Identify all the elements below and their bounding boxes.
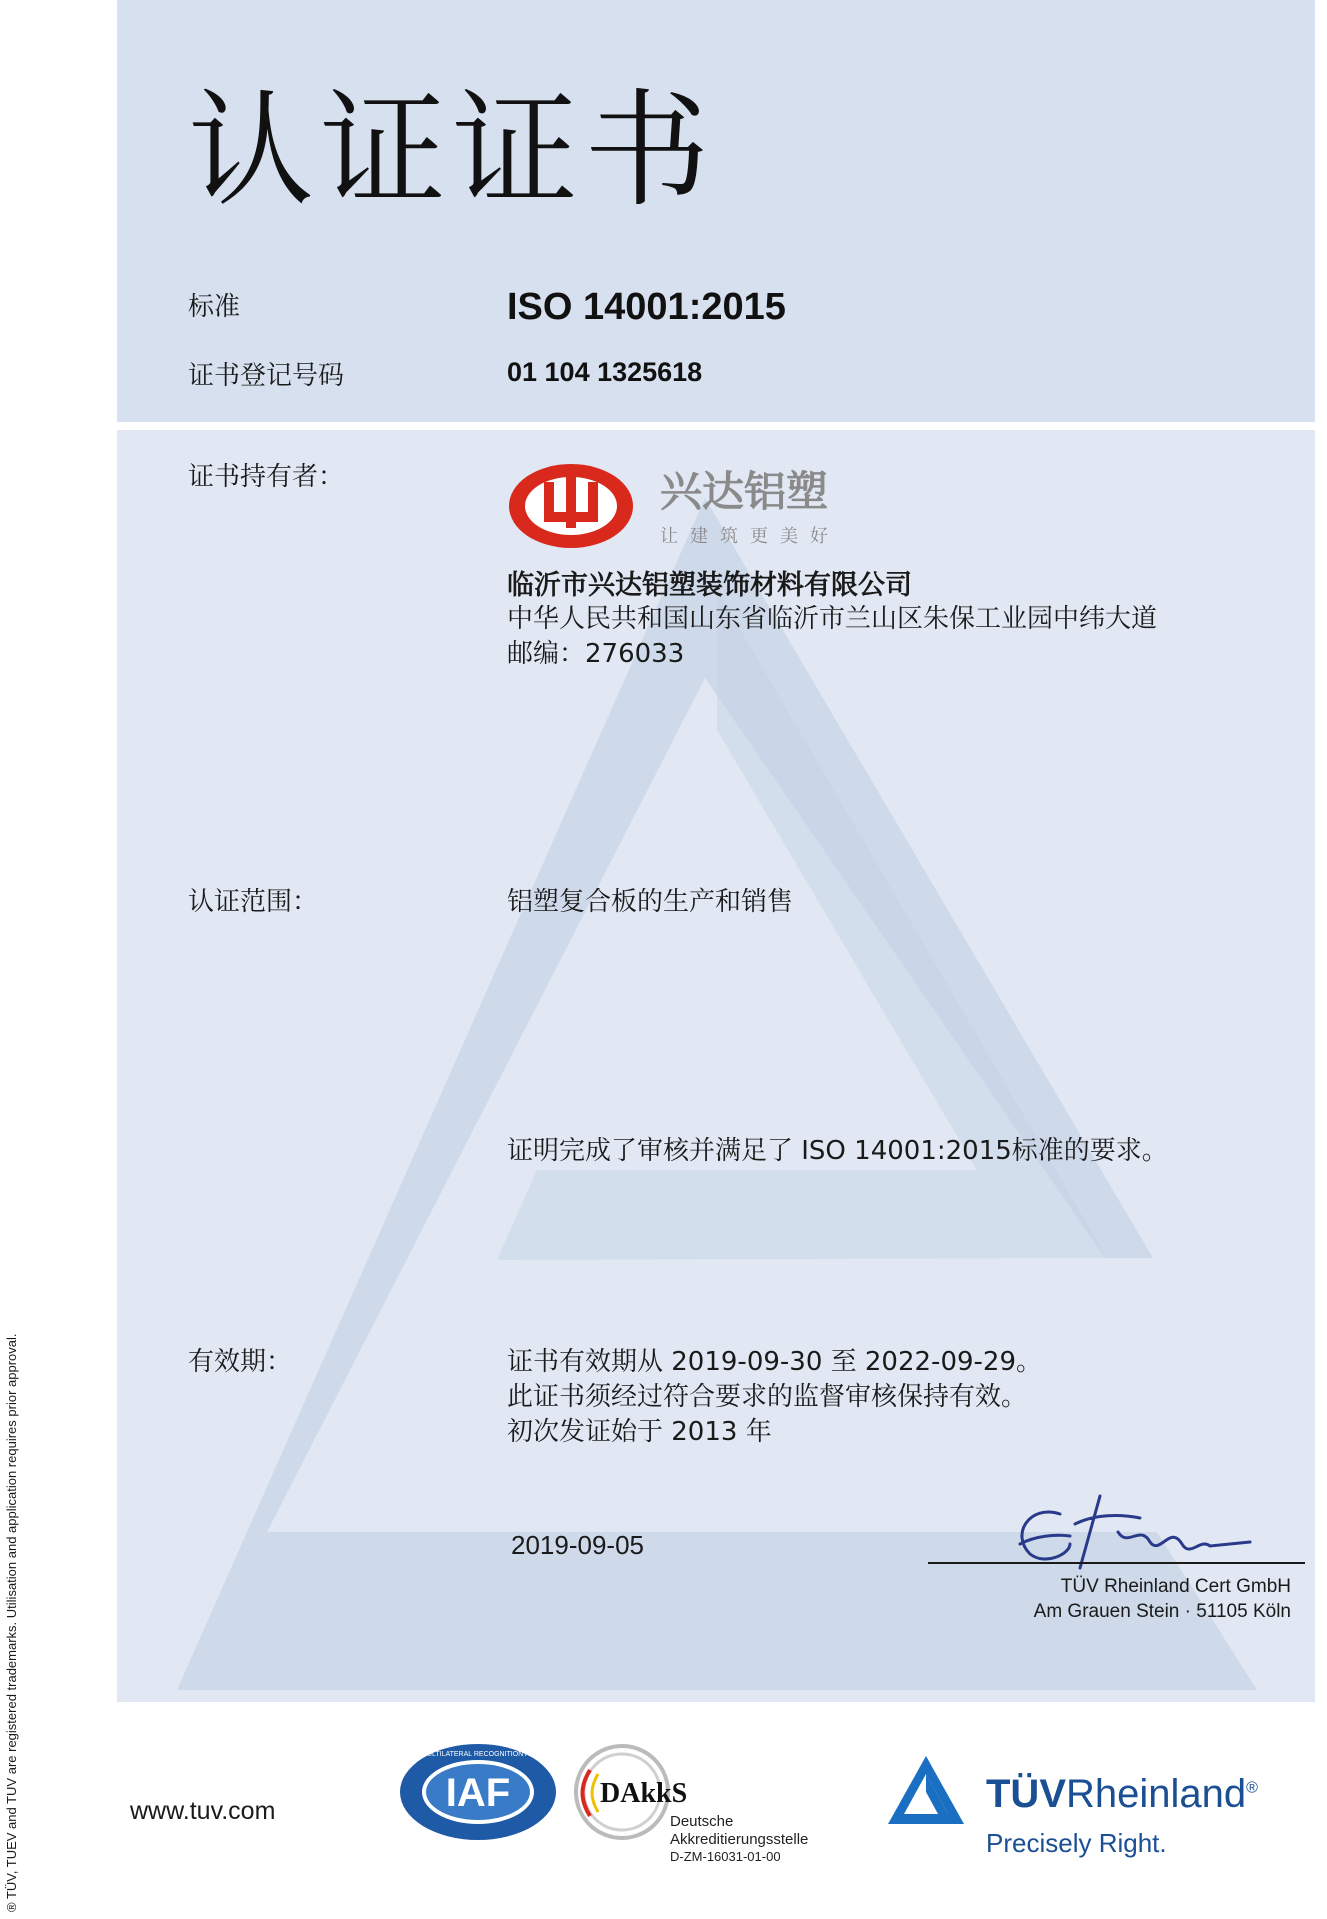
company-address: 中华人民共和国山东省临沂市兰山区朱保工业园中纬大道 [507, 604, 1158, 634]
initial-issue: 初次发证始于 2013 年 [507, 1417, 772, 1447]
tuv-brand-rest: Rheinland [1066, 1772, 1247, 1816]
cert-number-label: 证书登记号码 [188, 361, 345, 391]
standard-value: ISO 14001:2015 [507, 286, 786, 328]
dakks-emblem [572, 1742, 688, 1842]
logo-slogan-text: 让建筑更美好 [660, 526, 840, 547]
holder-label: 证书持有者： [188, 462, 345, 492]
dakks-line1: Deutsche [670, 1813, 734, 1830]
issuer-address: Am Grauen Stein · 51105 Köln [1033, 1601, 1291, 1622]
validity-label: 有效期： [188, 1347, 293, 1377]
trademark-note: ® TÜV, TUEV and TUV are registered trademarks. Utilisation and application requires prior approval. [4, 1333, 19, 1912]
company-postcode: 邮编：276033 [507, 639, 685, 669]
xingda-logo-icon [508, 458, 888, 554]
company-logo [508, 458, 888, 554]
validity-condition: 此证书须经过符合要求的监督审核保持有效。 [507, 1382, 1028, 1412]
iaf-logo [376, 1742, 580, 1842]
validity-period: 证书有效期从 2019-09-30 至 2022-09-29。 [507, 1347, 1042, 1377]
tuv-triangle-icon [886, 1752, 966, 1828]
dakks-name: DAkkS [600, 1778, 688, 1809]
dakks-line2: Akkreditierungsstelle [670, 1831, 809, 1848]
tuv-brand-bold: TÜV [986, 1772, 1066, 1816]
scope-value: 铝塑复合板的生产和销售 [507, 887, 794, 917]
tuv-brand-wordmark [986, 1772, 1258, 1817]
standard-label: 标准 [188, 292, 241, 322]
website-link[interactable]: www.tuv.com [130, 1797, 276, 1825]
signature-line [928, 1562, 1305, 1564]
iaf-ring-text: MEMBER OF MULTILATERAL RECOGNITION ARRANGEMENT [376, 1751, 580, 1758]
tuv-slogan: Precisely Right. [986, 1828, 1167, 1858]
dakks-line3: D-ZM-16031-01-00 [670, 1849, 781, 1864]
iaf-text: IAF [445, 1771, 511, 1815]
tuv-registered-mark: ® [1246, 1779, 1258, 1797]
issue-date: 2019-09-05 [511, 1530, 644, 1560]
company-name: 临沂市兴达铝塑装饰材料有限公司 [507, 570, 912, 601]
scope-label: 认证范围： [188, 887, 319, 917]
signature-image [1000, 1484, 1260, 1574]
logo-brand-text: 兴达铝塑 [660, 467, 829, 516]
issuer-name: TÜV Rheinland Cert GmbH [1060, 1576, 1291, 1597]
cert-number-value: 01 104 1325618 [507, 357, 703, 387]
conformity-statement: 证明完成了审核并满足了 ISO 14001:2015标准的要求。 [507, 1136, 1168, 1166]
document-title: 认证证书 [188, 77, 716, 224]
